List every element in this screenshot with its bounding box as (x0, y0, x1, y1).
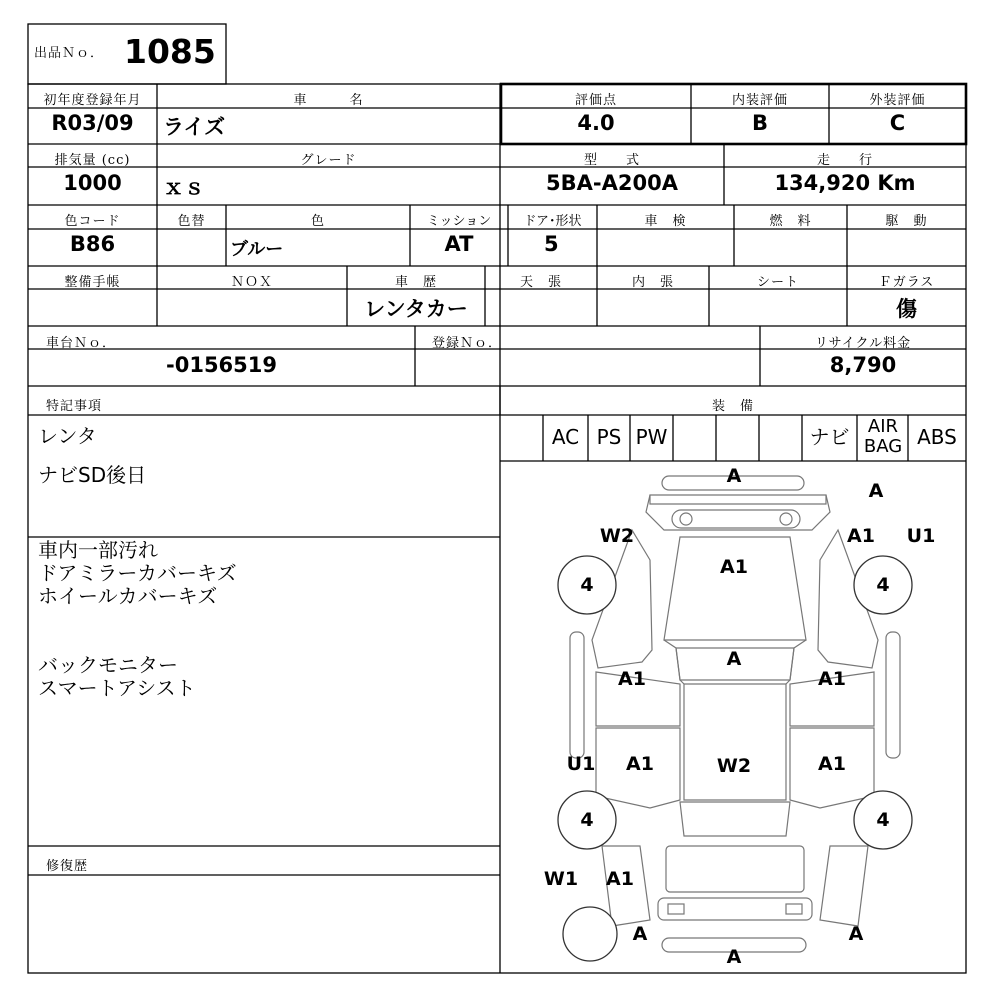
equipment-label: 装 備 (711, 399, 754, 414)
maintenance-record-label: 整備手帳 (64, 275, 121, 290)
mileage-label: 走 行 (816, 153, 873, 168)
mark-right-front-extra: U1 (906, 525, 936, 547)
interior-grade-value: B (751, 111, 768, 135)
mark-left-rear-quarter-2: A1 (606, 868, 634, 890)
mark-left-front-tire: 4 (580, 574, 594, 596)
lot-number: 1085 (124, 32, 216, 71)
transmission-label: ミッション (426, 214, 492, 229)
mark-rear-bumper: A (726, 946, 742, 968)
inspection-label: 車 検 (644, 214, 687, 229)
nox-label: ＮＯＸ (230, 275, 273, 290)
grade-label: グレード (300, 153, 357, 168)
repair-history-label: 修復歴 (46, 859, 89, 874)
recycle-fee-value: 8,790 (829, 353, 897, 377)
interior-trim-label: 内 張 (631, 275, 674, 290)
model-label: 型 式 (583, 153, 640, 168)
notes-line-2: ドアミラーカバーキズ (38, 561, 237, 585)
mark-roof: W2 (716, 755, 752, 777)
headliner-label: 天 張 (519, 275, 562, 290)
notes-label: 特記事項 (46, 399, 103, 414)
exterior-grade-value: C (889, 111, 906, 135)
mileage-value: 134,920 Km (774, 171, 916, 195)
mark-left-front-fender: W2 (599, 525, 635, 547)
mark-right-front-fender: A1 (847, 525, 875, 547)
color-value: ブルー (230, 239, 284, 260)
car-name-label: 車 名 (293, 93, 364, 108)
recycle-fee-label: リサイクル料金 (814, 336, 912, 351)
displacement-label: 排気量 (cc) (54, 153, 131, 168)
grade-value: ｘｓ (163, 175, 205, 199)
vehicle-history-value: レンタカー (364, 297, 468, 321)
model-value: 5BA-A200A (546, 171, 678, 195)
transmission-value: AT (444, 232, 474, 256)
equipment-item-airbag: AIR BAG (863, 416, 903, 457)
mark-left-rear-quarter: W1 (543, 868, 579, 890)
score-label: 評価点 (574, 93, 617, 108)
interior-grade-label: 内装評価 (731, 93, 788, 108)
color-change-label: 色替 (177, 214, 206, 229)
mark-left-rocker: U1 (566, 753, 596, 775)
doors-label: ドア･形状 (523, 214, 582, 229)
notes-line-6: バックモニター (38, 653, 178, 677)
notes-line-1: 車内一部汚れ (38, 538, 158, 562)
equipment-item-abs: ABS (917, 425, 957, 449)
mark-front-bumper: A (726, 465, 742, 487)
equipment-item-pw: PW (635, 425, 668, 449)
mark-left-rear-tire: 4 (580, 809, 594, 831)
color-label: 色 (310, 214, 325, 229)
mark-hood: A1 (720, 556, 748, 578)
score-value: 4.0 (577, 111, 615, 135)
color-code-label: 色コード (64, 214, 121, 229)
mark-left-front-door: A1 (618, 668, 646, 690)
equipment-item-navi: ナビ (809, 425, 850, 449)
mark-front-right-corner: A (868, 480, 884, 502)
mark-rear-left-corner: A (632, 923, 648, 945)
notes-top-line-2: ナビSD後日 (38, 463, 147, 487)
seat-label: シート (756, 275, 799, 290)
color-code-value: B86 (69, 232, 116, 256)
doors-value: 5 (544, 232, 559, 256)
chassis-number-label: 車台Ｎｏ． (46, 336, 117, 351)
mark-left-rear-door: A1 (626, 753, 654, 775)
exterior-grade-label: 外装評価 (869, 93, 926, 108)
vehicle-history-label: 車 歴 (394, 275, 437, 290)
mark-rear-right-corner: A (848, 923, 864, 945)
front-glass-label: Ｆガラス (878, 275, 935, 290)
drive-label: 駆 動 (885, 214, 928, 229)
notes-line-3: ホイールカバーキズ (38, 584, 218, 608)
fuel-label: 燃 料 (769, 214, 812, 229)
mark-right-rear-door: A1 (818, 753, 846, 775)
mark-right-rear-tire: 4 (876, 809, 890, 831)
registration-number-label: 登録Ｎｏ． (432, 336, 503, 351)
lot-number-label: 出品Ｎｏ． (34, 46, 105, 61)
equipment-item-ps: PS (596, 425, 622, 449)
equipment-item-ac: AC (551, 425, 580, 449)
mark-right-front-tire: 4 (876, 574, 890, 596)
car-name-value: ライズ (163, 115, 226, 139)
first-registration-label: 初年度登録年月 (43, 93, 142, 108)
mark-windshield: A (726, 648, 742, 670)
chassis-number-value: -0156519 (166, 353, 277, 377)
first-registration-value: R03/09 (51, 111, 134, 135)
front-glass-value: 傷 (896, 297, 917, 321)
notes-line-7: スマートアシスト (38, 676, 196, 700)
notes-top-line-1: レンタ (38, 424, 97, 448)
displacement-value: 1000 (63, 171, 122, 195)
mark-right-front-door: A1 (818, 668, 846, 690)
